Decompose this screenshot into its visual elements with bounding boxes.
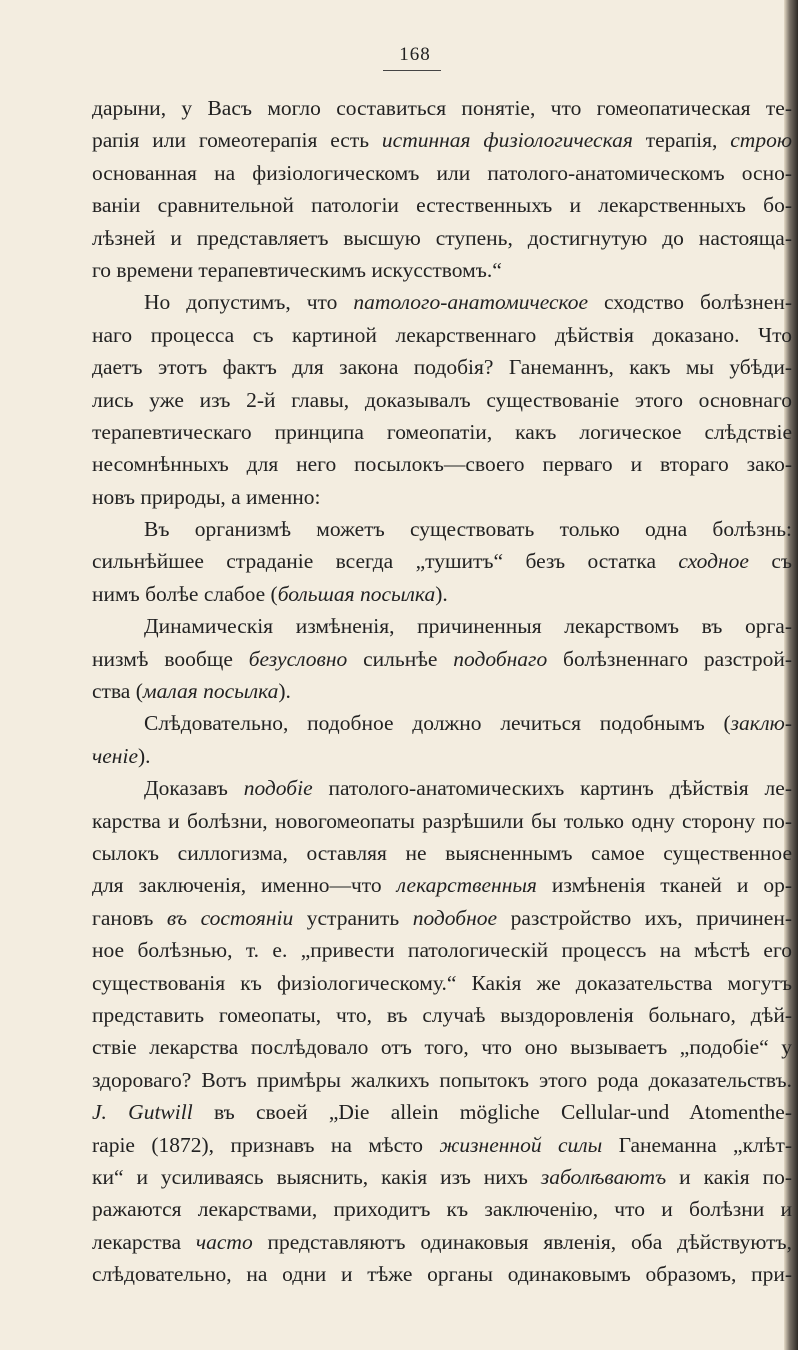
text-segment: лись уже изъ 2-й главы, доказывалъ существованіе этого основнаго [92,387,792,412]
text-segment: разстройство ихъ, причинен- [497,905,792,930]
text-line [92,416,792,448]
text-line [92,772,792,804]
italic-segment: истинная физіологическая [381,128,633,153]
italic-segment: заклю- [730,711,792,736]
text-line [92,902,792,934]
page-number-underline [383,70,441,71]
text-segment: лѣзней и представляетъ высшую ступень, достигнутую до настояща- [92,225,792,250]
text-line [92,610,792,642]
text-line [92,92,792,124]
italic-segment: ченіе [92,743,138,768]
italic-segment: лекарственныя [396,873,537,898]
text-line [92,189,792,221]
text-segment: сильнѣе [347,646,454,671]
italic-segment: большая посылка [277,581,436,606]
text-line [92,157,792,189]
text-line [92,675,792,707]
text-line [92,1226,792,1258]
text-segment: рапія или гомеотерапія есть [92,128,382,153]
text-line [92,254,792,286]
text-segment: ваніи сравнительной патологіи естественныхъ и лекарственныхъ бо- [92,193,792,218]
page-number: 168 [399,44,431,65]
text-line [92,837,792,869]
text-segment: для заключенія, именно—что [92,873,397,898]
text-line [92,124,792,156]
text-line [92,869,792,901]
text-line [92,222,792,254]
text-line [92,481,792,513]
text-line [92,740,792,772]
italic-segment: подобіе [243,776,313,801]
text-segment: Въ организмѣ можетъ существовать только одна болѣзнь: [144,517,792,542]
text-segment: измѣненія тканей и ор- [536,873,792,898]
text-segment: ). [435,581,448,606]
text-line [92,999,792,1031]
text-segment: патолого-анатомическихъ картинъ дѣйствія ле- [312,776,792,801]
italic-segment: строю [730,128,792,153]
text-line [92,1129,792,1161]
text-segment: представить гомеопаты, что, въ случаѣ выздоровленія больнаго, дѣй- [92,1002,792,1027]
text-segment: терапія, [632,128,731,153]
text-segment: существованія къ физіологическому.“ Какія же доказательства могутъ [92,970,792,995]
text-segment: нимъ болѣе слабое ( [92,581,278,606]
text-segment: Динамическія измѣненія, причиненныя лекарствомъ въ орга- [144,614,792,639]
text-segment: Но допустимъ, что [144,290,354,315]
text-segment: ное болѣзнью, т. е. „привести патологическій процессъ на мѣстѣ его [92,938,792,963]
text-segment: ). [137,743,151,768]
text-line [92,384,792,416]
text-line [92,351,792,383]
text-segment: сильнѣйшее страданіе всегда „тушитъ“ безъ остатка [92,549,679,574]
text-segment: основанная на физіологическомъ или патолого-анатомическомъ осно- [92,160,792,185]
italic-segment: малая посылка [142,679,279,704]
italic-segment: J. Gutwill [92,1100,193,1125]
text-line [92,545,792,577]
text-line [92,707,792,739]
text-segment: Доказавъ [144,776,244,801]
text-segment: ки“ и усиливаясь выяснить, какія изъ нихъ [92,1164,541,1189]
text-line [92,1064,792,1096]
text-segment: ражаются лекарствами, приходитъ къ заключенію, что и болѣзни и [92,1197,792,1222]
text-line [92,286,792,318]
body-text [92,92,792,1290]
text-segment: несомнѣнныхъ для него посылокъ—своего перваго и втораго зако- [92,452,792,477]
text-segment: даетъ этотъ фактъ для закона подобія? Ганеманнъ, какъ мы убѣди- [92,355,792,380]
text-segment: и какія по- [666,1164,792,1189]
italic-segment: подобнаго [453,646,548,671]
text-line [92,578,792,610]
text-segment: сылокъ силлогизма, оставляя не выясненнымъ самое существенное [92,840,792,865]
italic-segment: въ состояніи [166,905,294,930]
italic-segment: сходное [678,549,749,574]
italic-segment: патолого-анатомическое [353,290,589,315]
text-segment: слѣдовательно, на одни и тѣже органы одинаковымъ образомъ, при- [92,1262,792,1287]
text-segment: лекарства [92,1229,196,1254]
text-line [92,1258,792,1290]
text-segment: ). [278,679,291,704]
text-segment: здороваго? Вотъ примѣры жалкихъ попытокъ этого рода доказательствъ. [92,1067,792,1092]
italic-segment: подобное [412,905,498,930]
text-segment: въ своей „Die allein mögliche Cellular-und Atomenthe- [192,1100,792,1125]
text-segment: гановъ [92,905,167,930]
text-segment: терапевтическаго принципа гомеопатіи, какъ логическое слѣдствіе [92,419,792,444]
text-segment: болѣзненнаго разстрой- [547,646,792,671]
text-segment: съ [748,549,792,574]
text-line [92,513,792,545]
text-segment: Слѣдовательно, подобное должно лечиться подобнымъ ( [144,711,731,736]
text-segment: новъ природы, а именно: [92,484,321,509]
text-line [92,1096,792,1128]
text-line [92,934,792,966]
text-line [92,1193,792,1225]
italic-segment: жизненной силы [439,1132,603,1157]
text-segment: дарыни, у Васъ могло составиться понятіе, что гомеопатическая те- [92,96,792,120]
text-segment: наго процесса съ картиной лекарственнаго дѣйствія доказано. Что [92,322,792,347]
italic-segment: безусловно [248,646,348,671]
text-line [92,319,792,351]
text-line [92,967,792,999]
text-line [92,1031,792,1063]
text-segment: го времени терапевтическимъ искусствомъ.“ [92,257,502,282]
text-segment: rapie (1872), признавъ на мѣсто [92,1132,440,1157]
text-segment: ства ( [92,679,143,704]
text-segment: сходство болѣзнен- [588,290,792,315]
text-line [92,805,792,837]
text-segment: ствіе лекарства послѣдовало отъ того, что оно вызываетъ „подобіе“ у [92,1035,792,1060]
italic-segment: часто [195,1229,253,1254]
italic-segment: заболѣваютъ [540,1164,667,1189]
text-line [92,448,792,480]
text-segment: устранить [293,905,413,930]
text-line [92,643,792,675]
text-segment: Ганеманна „клѣт- [602,1132,792,1157]
text-segment: низмѣ вообще [92,646,249,671]
text-segment: представляютъ одинаковыя явленія, оба дѣйствуютъ, [252,1229,792,1254]
text-line [92,1161,792,1193]
text-segment: карства и болѣзни, новогомеопаты разрѣшили бы только одну сторону по- [92,808,792,833]
